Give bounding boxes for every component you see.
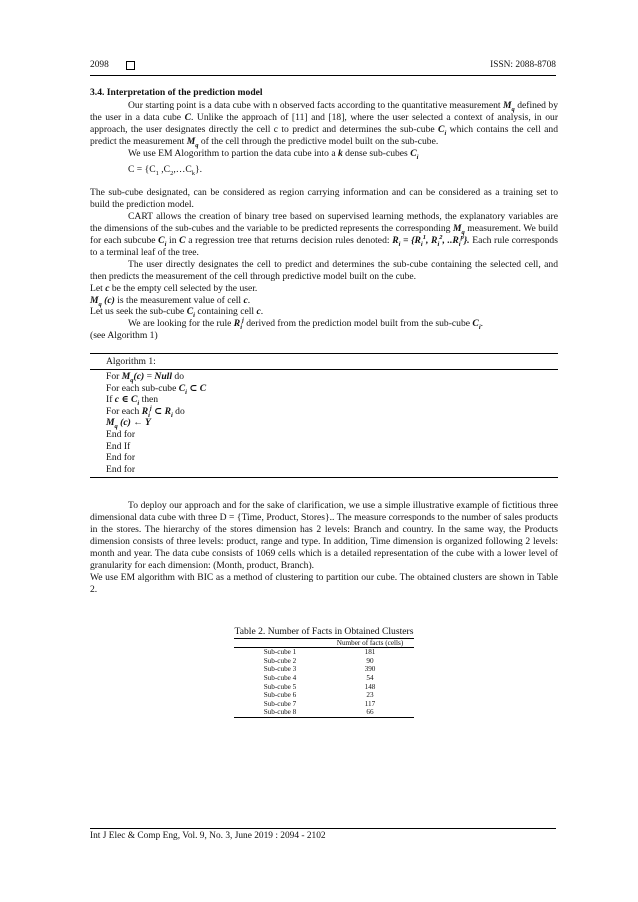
paragraph-4: CART allows the creation of binary tree based on supervised learning methods, the explanatory variables are the dimensions of the sub-cubes and the variable to be predicted represents the corresponding $M_q$ measurement. We build for each subcube $C_i$ in C a regression tree that returns decision rules denoted: $R_i = \{R_i^1$, $R_i^2$, $..R_i^p$}. Each rule corresponds to a terminal leaf of the tree. [90, 211, 558, 258]
table-caption: Table 2. Number of Facts in Obtained Clusters [234, 625, 414, 637]
main-content [90, 87, 558, 718]
algo-line-3: If c ∈ $C_i$ then [106, 394, 159, 408]
row-value: 117 [364, 699, 376, 708]
algorithm-box [90, 353, 558, 478]
algo-line-5: $M_q$ (c) ← Y [106, 417, 151, 431]
algo-line-7: End If [106, 440, 131, 452]
algorithm-title: Algorithm 1: [90, 354, 558, 370]
row-label: Sub-cube 2 [263, 656, 297, 665]
row-value: 148 [364, 682, 376, 691]
line-mq: $M_q$ (c) is the measurement value of cell c. [90, 294, 251, 308]
row-value: 66 [326, 708, 414, 717]
row-label: Sub-cube 7 [263, 699, 297, 708]
page-footer: Int J Elec & Comp Eng, Vol. 9, No. 3, June 2019 : 2094 - 2102 [90, 828, 556, 843]
table-row [234, 657, 414, 666]
paragraph-3: The sub-cube designated, can be considered as region carrying information and can be considered as a training set to build the prediction model. [90, 187, 558, 211]
algo-line-9: End for [106, 463, 136, 475]
paragraph-8: We use EM algorithm with BIC as a method of clustering to partition our cube. The obtained clusters are shown in Table 2. [90, 571, 558, 595]
see-algorithm: (see Algorithm 1) [90, 330, 158, 342]
table-row [234, 700, 414, 709]
line-let-c: Let c be the empty cell selected by the user. [90, 282, 258, 294]
row-value: 90 [366, 656, 374, 665]
cube-formula: $C = \{C_1$ $,C_2,\dots C_k$}. [128, 164, 202, 178]
row-label: Sub-cube 5 [263, 682, 297, 691]
row-value: 181 [364, 648, 376, 657]
page-header [90, 59, 556, 76]
paragraph-7: To deploy our approach and for the sake of clarification, we use a simple illustrative example of fictitious three dimensional data cube with three D = {Time, Product, Stores}.. The measure corresponds to the number of sales products in the stores. The hierarchy of the stores dimension has 2 levels: Branch and country. In the same way, the Products dimension consists of three levels: product, range and type. In addition, Time dimension is organized following 2 levels: month and year. The data cube consists of 1069 cells which is a detailed representation of the cube with a lower level of granularity for each dimension: (Month, product, Branch). [90, 500, 558, 571]
algo-line-4: For each $R_i^j$ ⊂ $R_i$ do [106, 404, 185, 419]
line-seek: Let us seek the sub-cube $C_i$ containing cell c. [90, 306, 264, 320]
paragraph-6: We are looking for the rule $R_i^j$ derived from the prediction model built from the sub-cube $C_i$. [128, 317, 484, 332]
row-value: 23 [366, 691, 374, 700]
row-label: Sub-cube 8 [234, 708, 326, 717]
table-row [234, 674, 414, 683]
table-header: Number of facts (cells) [326, 638, 414, 648]
paragraph-5: The user directly designates the cell to predict and determines the sub-cube containing the selected cell, and then predicts the measurement of the cell through predictive model built on the cube. [90, 258, 558, 282]
table-row [234, 665, 414, 674]
row-label: Sub-cube 1 [263, 648, 297, 657]
section-title: 3.4. Interpretation of the prediction model [90, 87, 263, 98]
algo-line-8: End for [106, 452, 136, 464]
algo-line-2: For each sub-cube $C_i$ ⊂ C [106, 382, 207, 396]
algo-line-6: End for [106, 429, 136, 440]
table-row [234, 648, 414, 657]
row-label: Sub-cube 3 [263, 665, 297, 674]
table-row [234, 683, 414, 692]
issn: ISSN: 2088-8708 [490, 60, 556, 70]
paragraph-2: We use EM Alogorithm to partion the data cube into a k dense sub-cubes $C_i$ [128, 147, 419, 161]
row-label: Sub-cube 6 [263, 691, 297, 700]
checkbox-square-icon [126, 61, 135, 70]
row-value: 390 [364, 665, 376, 674]
table-row [234, 691, 414, 700]
row-value: 54 [366, 673, 374, 682]
algo-line-1: For $M_q(c)$ = Null do [106, 371, 184, 384]
facts-table [234, 638, 414, 718]
row-label: Sub-cube 4 [263, 673, 297, 682]
page-number: 2098 [90, 60, 109, 70]
table-row [234, 708, 414, 717]
paragraph-1: Our starting point is a data cube with n observed facts according to the quantitative measurement $M_q$ defined by the user in a data cube C. Unlike the approach of [11] and [18], where the user selected a context of analysis, in our approach, the user designates directly the cell c to predict and determines the sub-cube $C_i$ which contains the cell and predict the measurement $M_q$ of the cell through the predictive model built on the sub-cube. [90, 99, 559, 149]
